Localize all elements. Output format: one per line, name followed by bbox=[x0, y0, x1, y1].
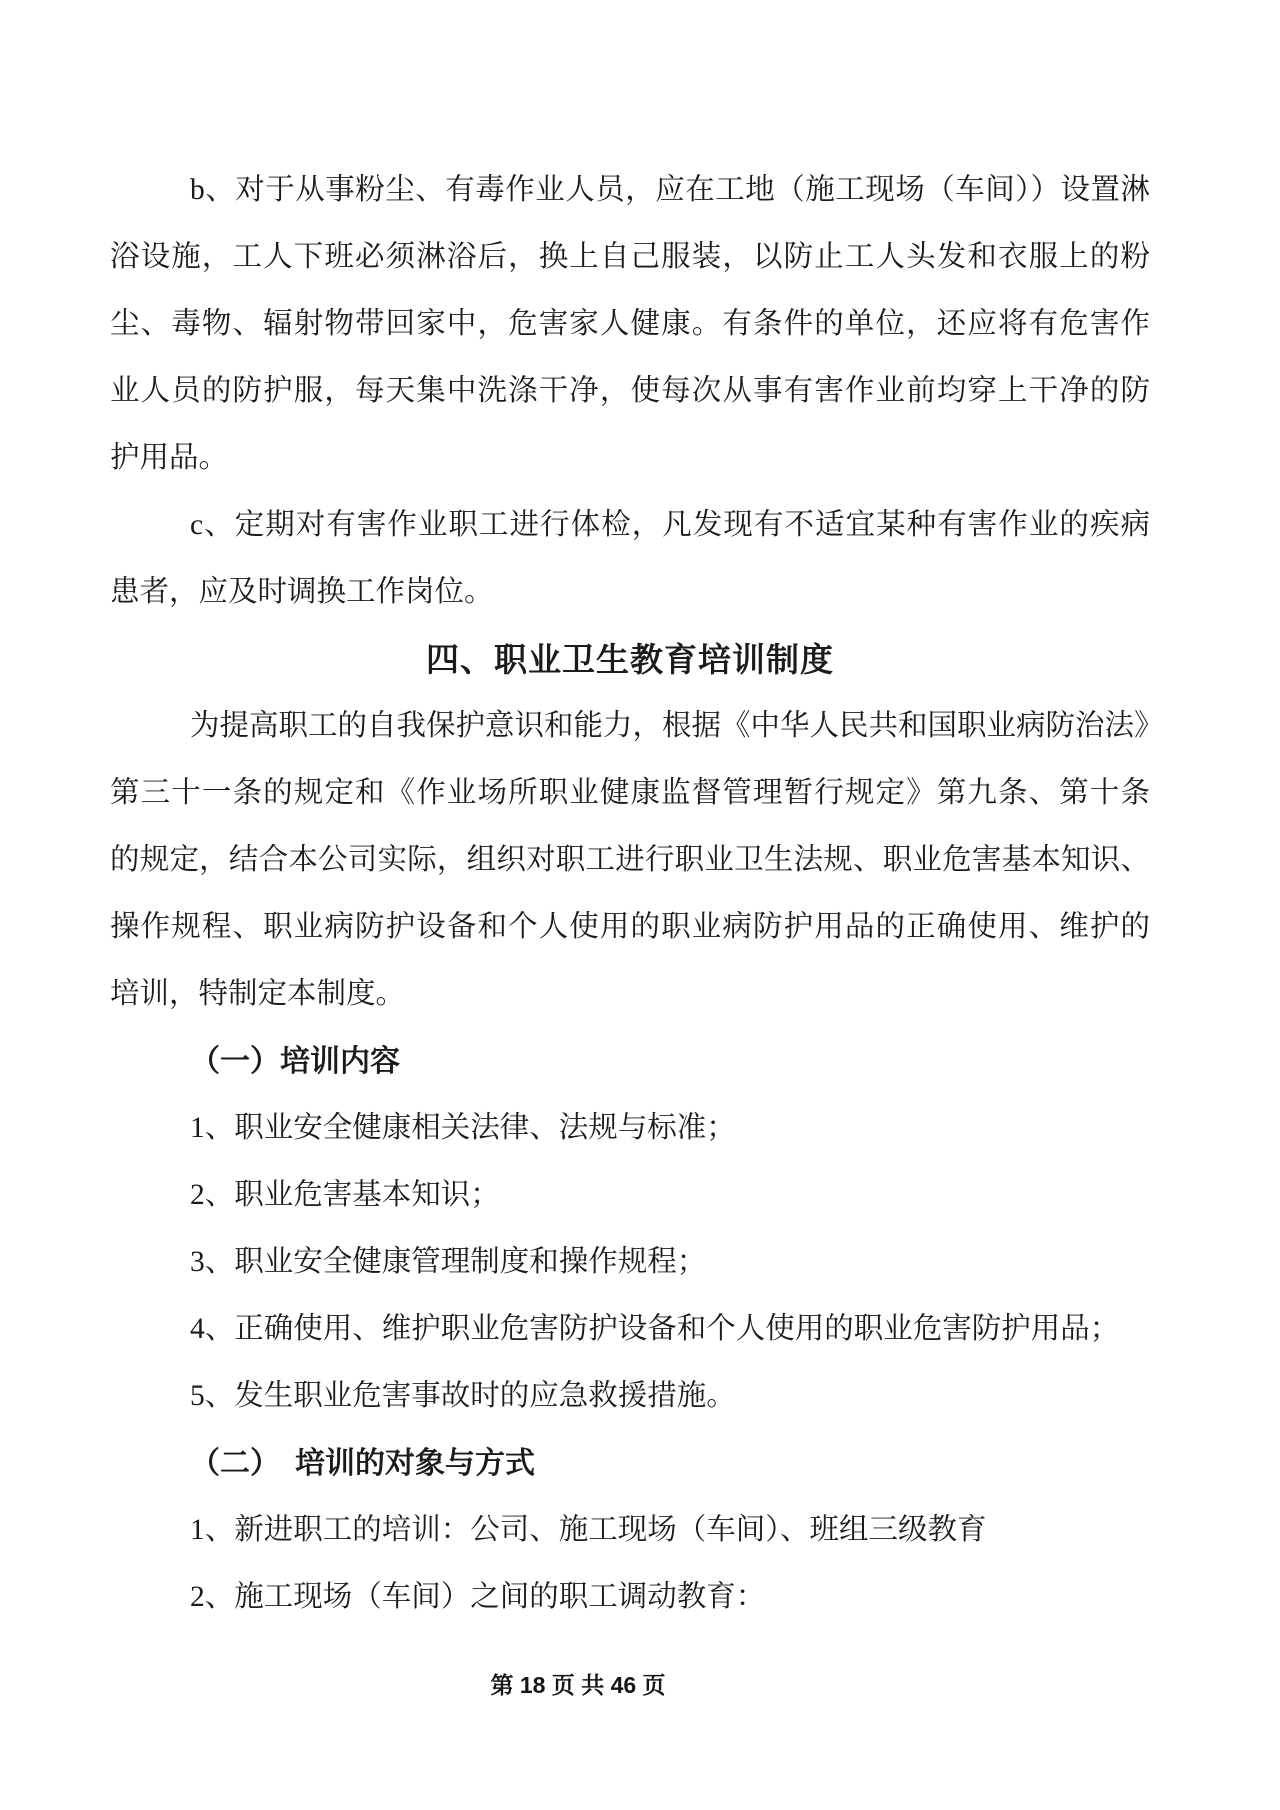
training-content-item-3: 3、职业安全健康管理制度和操作规程； bbox=[190, 1246, 707, 1278]
training-content-item-1: 1、职业安全健康相关法律、法规与标准； bbox=[190, 1112, 736, 1144]
paragraph-c bbox=[110, 492, 1150, 626]
text-line: 第三十一条的规定和《作业场所职业健康监督管理暂行规定》第九条、第十条 bbox=[110, 777, 1150, 809]
training-target-item-1: 1、新进职工的培训：公司、施工现场（车间）、班组三级教育 bbox=[190, 1514, 987, 1546]
text-line: b、对于从事粉尘、有毒作业人员，应在工地（施工现场（车间））设置淋 bbox=[190, 174, 1150, 206]
document-content bbox=[110, 157, 1164, 1631]
text-line: 护用品。 bbox=[110, 442, 229, 474]
training-content-item-4: 4、正确使用、维护职业危害防护设备和个人使用的职业危害防护用品； bbox=[190, 1313, 1120, 1345]
text-line: 患者，应及时调换工作岗位。 bbox=[110, 576, 494, 608]
intro-paragraph bbox=[110, 693, 1164, 1028]
subheading-training-targets: （二） 培训的对象与方式 bbox=[190, 1447, 535, 1480]
paragraph-b bbox=[110, 157, 1150, 492]
text-line: 的规定，结合本公司实际，组织对职工进行职业卫生法规、职业危害基本知识、 bbox=[110, 844, 1150, 876]
text-line: 培训，特制定本制度。 bbox=[110, 978, 406, 1010]
text-line: 为提高职工的自我保护意识和能力，根据《中华人民共和国职业病防治法》 bbox=[190, 710, 1164, 742]
training-content-item-5: 5、发生职业危害事故时的应急救援措施。 bbox=[190, 1380, 736, 1412]
text-line: 操作规程、职业病防护设备和个人使用的职业病防护用品的正确使用、维护的 bbox=[110, 911, 1150, 943]
text-line: 尘、毒物、辐射物带回家中，危害家人健康。有条件的单位，还应将有危害作 bbox=[110, 308, 1150, 340]
page-footer bbox=[0, 1670, 1156, 1700]
training-target-item-2: 2、施工现场（车间）之间的职工调动教育： bbox=[190, 1581, 766, 1613]
text-line: 业人员的防护服，每天集中洗涤干净，使每次从事有害作业前均穿上干净的防 bbox=[110, 375, 1150, 407]
page-number: 第 18 页 共 46 页 bbox=[490, 1672, 666, 1698]
section-heading: 四、职业卫生教育培训制度 bbox=[426, 641, 834, 678]
training-content-item-2: 2、职业危害基本知识； bbox=[190, 1179, 500, 1211]
text-line: c、定期对有害作业职工进行体检，凡发现有不适宜某种有害作业的疾病 bbox=[190, 509, 1150, 541]
text-line: 浴设施，工人下班必须淋浴后，换上自己服装，以防止工人头发和衣服上的粉 bbox=[110, 241, 1150, 273]
subheading-training-content: （一）培训内容 bbox=[190, 1045, 400, 1078]
